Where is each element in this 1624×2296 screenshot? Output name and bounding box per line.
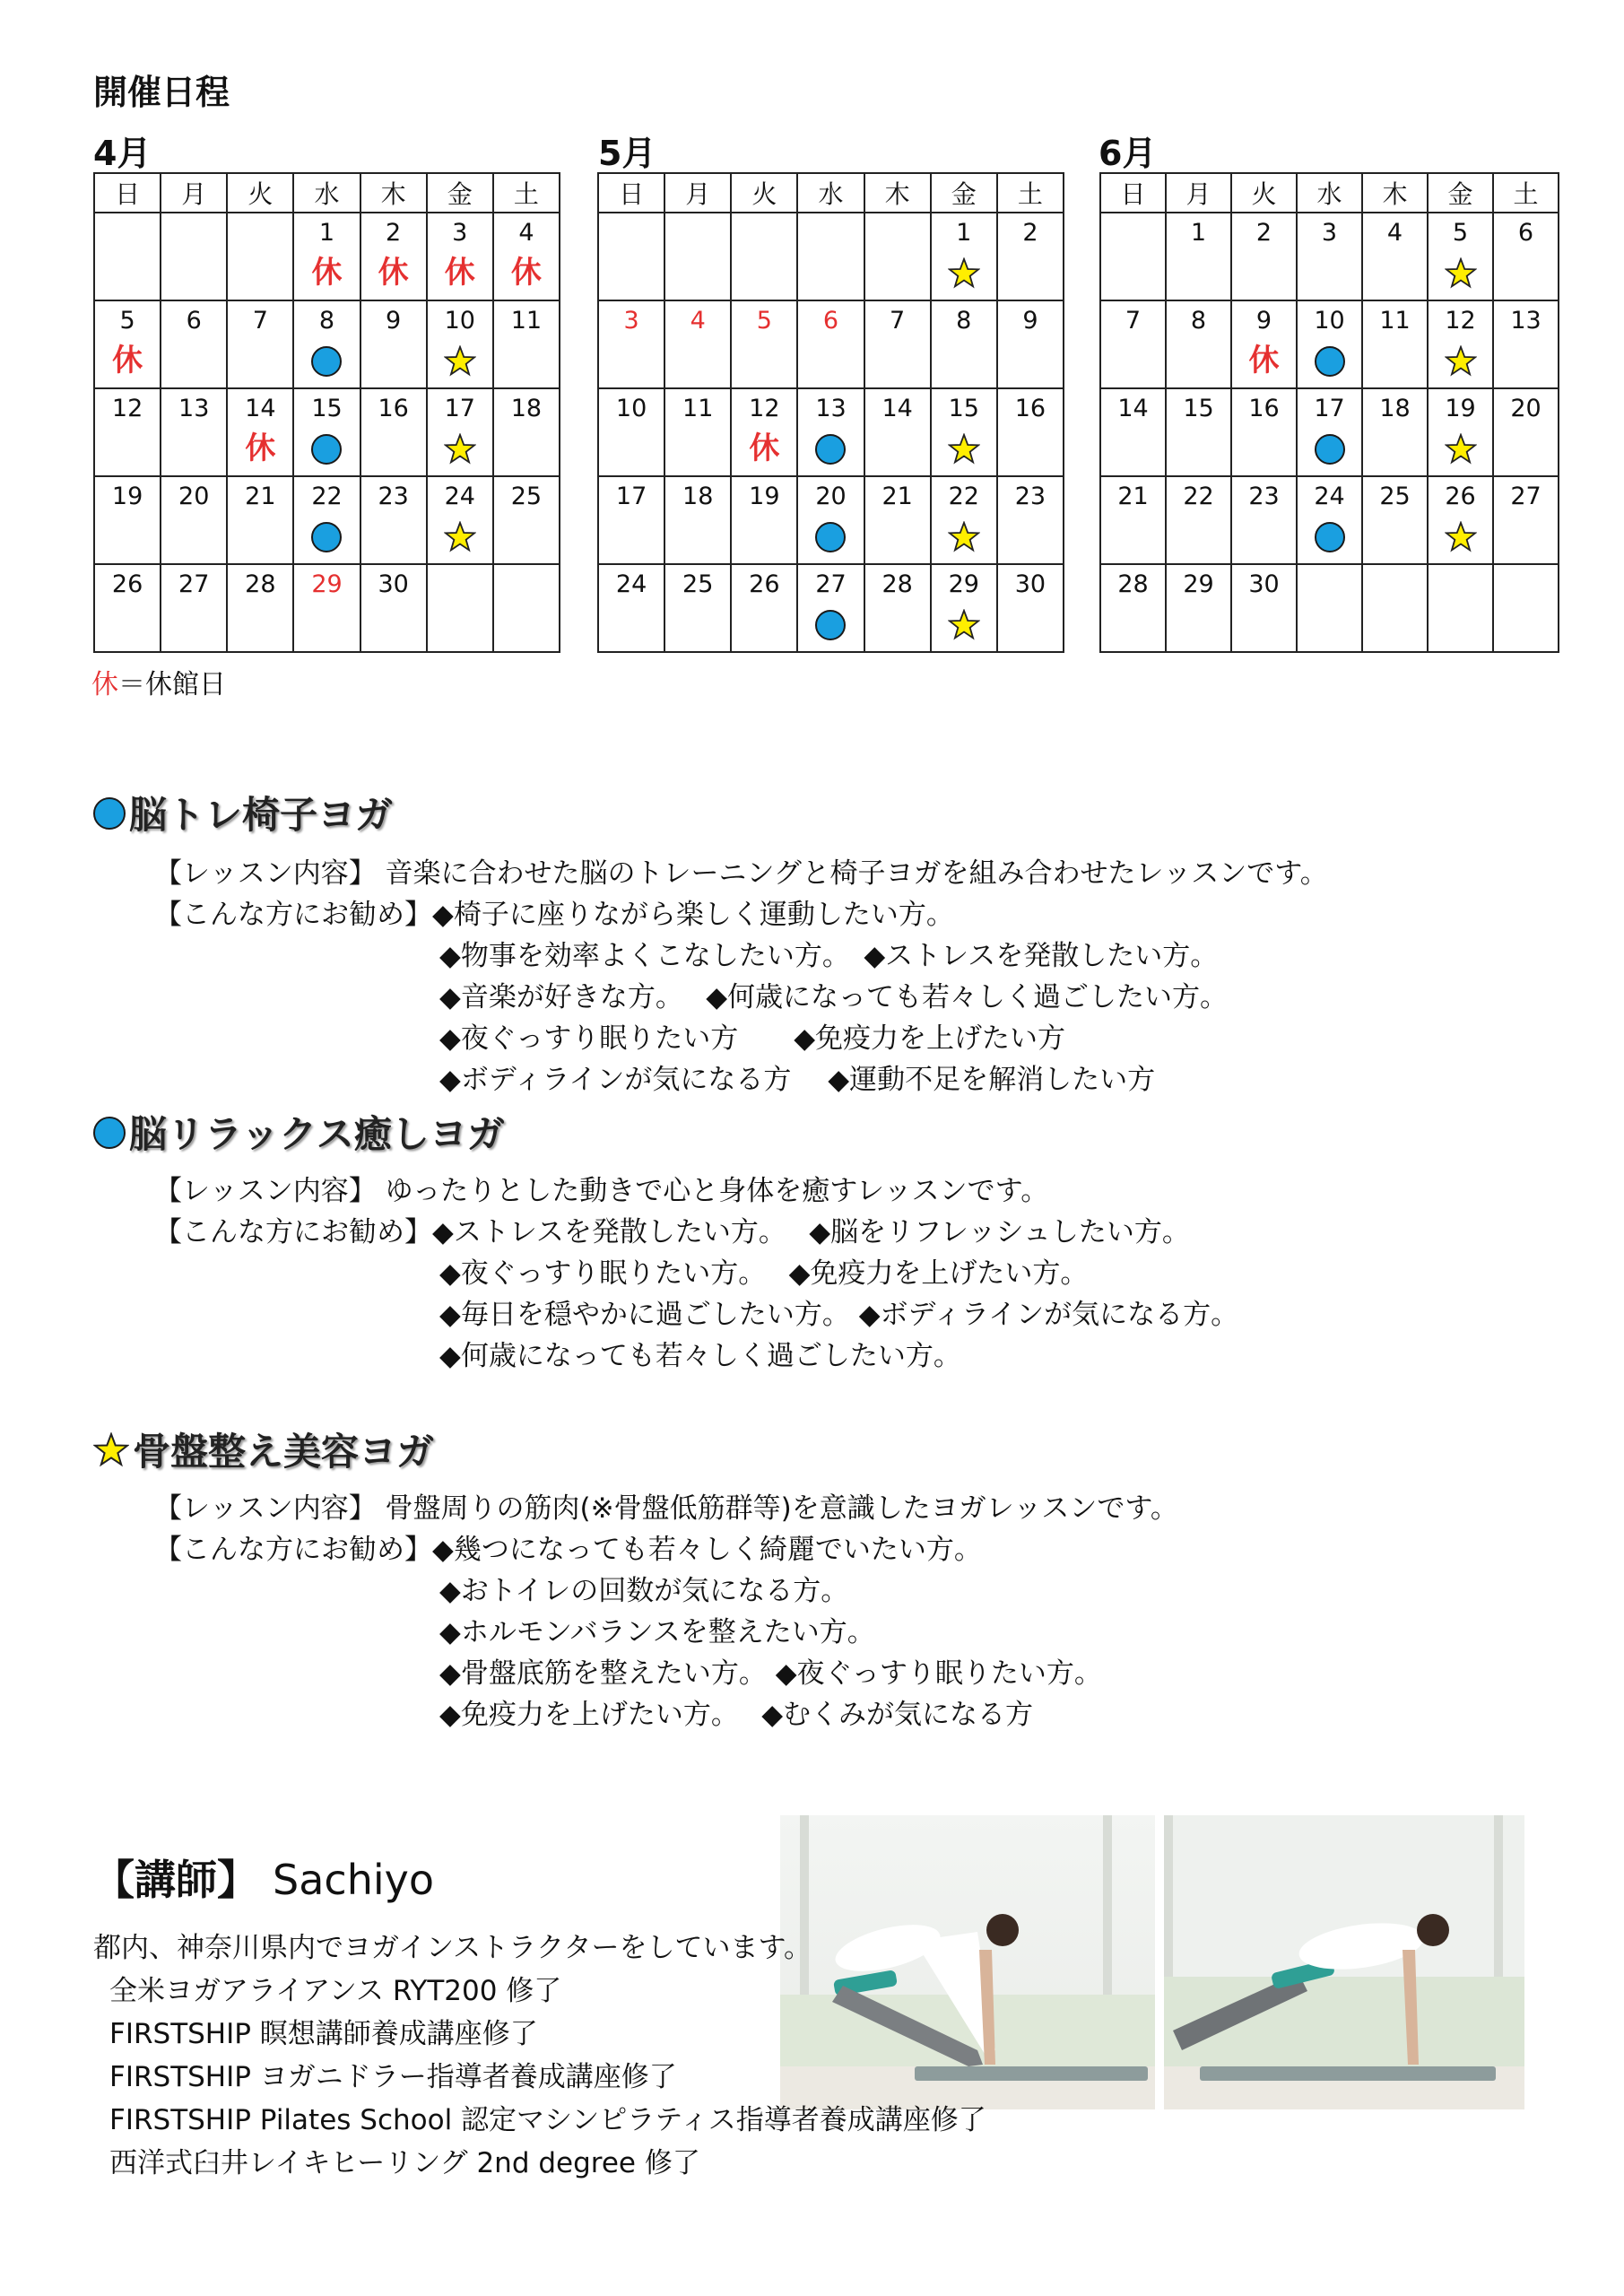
day-number: 6	[1517, 219, 1534, 247]
calendar-day	[161, 564, 227, 652]
calendar-day	[731, 300, 797, 388]
weekday-header: 水	[1297, 173, 1362, 213]
calendar-empty-cell	[664, 213, 731, 300]
recommend-line: ◆免疫力を上げたい方。 ◆むくみが気になる方	[439, 1699, 1034, 1731]
recommend-line: ◆ホルモンバランスを整えたい方。	[439, 1616, 875, 1648]
closed-day-mark: 休	[510, 255, 542, 291]
calendar-day	[1362, 388, 1428, 476]
day-number: 30	[1014, 570, 1046, 598]
weekday-header: 金	[427, 173, 493, 213]
day-number: 28	[881, 570, 913, 598]
lesson-content: 【レッスン内容】 ゆったりとした動きで心と身体を癒すレッスンです。	[154, 1175, 1049, 1207]
calendar-day	[360, 213, 427, 300]
weekday-header: 木	[360, 173, 427, 213]
calendar-day	[227, 388, 293, 476]
day-number: 11	[1379, 307, 1411, 335]
blue-circle-icon	[815, 522, 846, 552]
day-number: 23	[1248, 483, 1280, 510]
calendar-day	[1297, 388, 1362, 476]
lesson-title: 脳リラックス癒しヨガ	[129, 1112, 505, 1156]
calendar-legend	[91, 662, 226, 701]
calendar-day	[293, 564, 360, 652]
day-number: 30	[378, 570, 409, 598]
recommend-line: ◆毎日を穏やかに過ごしたい方。 ◆ボディラインが気になる方。	[439, 1299, 1239, 1331]
calendar-day	[161, 388, 227, 476]
day-number: 20	[1510, 395, 1541, 422]
blue-circle-icon	[311, 346, 342, 377]
day-number: 13	[1510, 307, 1541, 335]
month-label-june: 6月	[1099, 134, 1157, 173]
closed-day-mark: 休	[749, 430, 780, 466]
calendar-day	[1428, 213, 1493, 300]
weekday-header: 月	[1166, 173, 1231, 213]
star-icon	[1445, 521, 1477, 553]
calendar-day	[1100, 564, 1166, 652]
recommend-line: ◆夜ぐっすり眠りたい方 ◆免疫力を上げたい方	[439, 1022, 1066, 1055]
day-number: 23	[1014, 483, 1046, 510]
calendar-day	[997, 476, 1064, 564]
calendar-day	[493, 213, 560, 300]
calendar-day	[731, 388, 797, 476]
day-number: 10	[444, 307, 475, 335]
calendar-day	[427, 476, 493, 564]
day-number: 17	[444, 395, 475, 422]
day-number: 14	[881, 395, 913, 422]
calendar-day	[1166, 300, 1231, 388]
calendar-day	[997, 388, 1064, 476]
calendar-empty-cell	[864, 213, 931, 300]
star-icon	[948, 257, 980, 290]
legend-closed-mark: 休	[91, 669, 118, 700]
star-icon	[444, 433, 476, 465]
instructor-bio-line: 都内、神奈川県内でヨガインストラクターをしています。	[93, 1932, 812, 1964]
weekday-header: 日	[1100, 173, 1166, 213]
calendar-day	[1493, 388, 1559, 476]
blue-circle-icon	[1315, 522, 1345, 552]
calendar-day	[664, 388, 731, 476]
recommend-line: 【こんな方にお勧め】◆幾つになっても若々しく綺麗でいたい方。	[154, 1534, 982, 1566]
star-icon	[1445, 433, 1477, 465]
day-number: 20	[178, 483, 210, 510]
day-number: 19	[111, 483, 143, 510]
day-number: 8	[318, 307, 335, 335]
calendar-day	[1362, 213, 1428, 300]
calendar-empty-cell	[493, 564, 560, 652]
calendar-day	[931, 564, 997, 652]
day-number: 25	[1379, 483, 1411, 510]
calendar-day	[598, 564, 664, 652]
day-number: 28	[245, 570, 276, 598]
day-number: 5	[756, 307, 772, 335]
schedule-title: 開催日程	[93, 73, 230, 112]
calendar-day	[427, 213, 493, 300]
day-number: 15	[311, 395, 343, 422]
day-number: 10	[615, 395, 647, 422]
calendar-day	[797, 564, 864, 652]
day-number: 12	[1445, 307, 1476, 335]
calendar-day	[293, 388, 360, 476]
star-icon	[948, 433, 980, 465]
closed-day-mark: 休	[311, 255, 343, 291]
instructor-photo-2	[1164, 1815, 1524, 2109]
lesson-content: 【レッスン内容】 骨盤周りの筋肉(※骨盤低筋群等)を意識したヨガレッスンです。	[154, 1492, 1178, 1525]
day-number: 14	[1117, 395, 1149, 422]
calendar-day	[864, 300, 931, 388]
calendar-day	[1297, 476, 1362, 564]
calendar-day	[864, 564, 931, 652]
calendar-day	[1493, 300, 1559, 388]
calendar-day	[864, 476, 931, 564]
blue-circle-icon	[815, 434, 846, 465]
day-number: 29	[311, 570, 343, 598]
recommend-line: 【こんな方にお勧め】◆ストレスを発散したい方。 ◆脳をリフレッシュしたい方。	[154, 1216, 1190, 1248]
calendar-day	[598, 388, 664, 476]
day-number: 27	[1510, 483, 1541, 510]
calendar-day	[1166, 476, 1231, 564]
instructor-bio-line: FIRSTSHIP Pilates School 認定マシンピラティス指導者養成講座修了	[109, 2104, 986, 2136]
calendar-day	[1166, 388, 1231, 476]
calendar-day	[94, 300, 161, 388]
blue-circle-icon	[815, 610, 846, 640]
calendar-empty-cell	[731, 213, 797, 300]
day-number: 15	[948, 395, 979, 422]
legend-text: ＝休館日	[118, 669, 226, 700]
day-number: 29	[1183, 570, 1214, 598]
day-number: 9	[1022, 307, 1038, 335]
day-number: 12	[749, 395, 780, 422]
weekday-header: 金	[1428, 173, 1493, 213]
calendar-day	[1100, 388, 1166, 476]
weekday-header: 日	[598, 173, 664, 213]
day-number: 7	[252, 307, 268, 335]
calendar-day	[1493, 213, 1559, 300]
instructor-bio-line: FIRSTSHIP ヨガニドラー指導者養成講座修了	[109, 2061, 677, 2093]
recommend-line: 【こんな方にお勧め】◆椅子に座りながら楽しく運動したい方。	[154, 899, 954, 931]
day-number: 17	[1314, 395, 1345, 422]
weekday-header: 金	[931, 173, 997, 213]
instructor-bio-line: 西洋式臼井レイキヒーリング 2nd degree 修了	[109, 2147, 700, 2179]
day-number: 26	[749, 570, 780, 598]
closed-day-mark: 休	[1248, 343, 1280, 378]
lesson-heading-brain-chair-yoga	[93, 786, 393, 839]
calendar-empty-cell	[1493, 564, 1559, 652]
calendar-empty-cell	[227, 213, 293, 300]
calendar-day	[360, 564, 427, 652]
day-number: 21	[881, 483, 913, 510]
day-number: 17	[615, 483, 647, 510]
calendar-day	[427, 388, 493, 476]
day-number: 13	[815, 395, 847, 422]
day-number: 5	[119, 307, 135, 335]
calendar-day	[1428, 300, 1493, 388]
day-number: 2	[1255, 219, 1272, 247]
calendar-day	[1231, 300, 1297, 388]
lesson-heading-pelvis-beauty-yoga	[93, 1422, 434, 1476]
calendar-day	[1100, 476, 1166, 564]
weekday-header: 水	[293, 173, 360, 213]
calendar-day	[664, 476, 731, 564]
day-number: 4	[518, 219, 534, 247]
recommend-line: ◆おトイレの回数が気になる方。	[439, 1575, 849, 1607]
calendar-day	[227, 476, 293, 564]
day-number: 7	[890, 307, 906, 335]
day-number: 15	[1183, 395, 1214, 422]
calendar-day	[1297, 300, 1362, 388]
day-number: 8	[1190, 307, 1207, 335]
calendar-day	[1166, 213, 1231, 300]
day-number: 11	[510, 307, 543, 335]
day-number: 16	[378, 395, 409, 422]
lesson-heading-brain-relax-yoga	[93, 1105, 505, 1159]
day-number: 1	[1190, 219, 1207, 247]
calendar-day	[493, 476, 560, 564]
day-number: 23	[378, 483, 409, 510]
star-icon	[948, 609, 980, 641]
instructor-bio-line: 全米ヨガアライアンス RYT200 修了	[109, 1975, 562, 2007]
calendar-day	[797, 476, 864, 564]
calendar-day	[931, 388, 997, 476]
day-number: 25	[510, 483, 543, 510]
day-number: 26	[111, 570, 143, 598]
weekday-header: 水	[797, 173, 864, 213]
calendar-day	[598, 476, 664, 564]
day-number: 20	[815, 483, 847, 510]
calendar-day	[864, 388, 931, 476]
day-number: 2	[1022, 219, 1038, 247]
calendar-day	[360, 388, 427, 476]
day-number: 26	[1445, 483, 1476, 510]
calendar-day	[161, 476, 227, 564]
weekday-header: 火	[1231, 173, 1297, 213]
recommend-line: ◆音楽が好きな方。 ◆何歳になっても若々しく過ごしたい方。	[439, 981, 1229, 1013]
calendar-june	[1099, 172, 1559, 653]
instructor-heading-label: 【講師】	[93, 1856, 258, 1904]
calendar-empty-cell	[598, 213, 664, 300]
calendar-day	[1493, 476, 1559, 564]
weekday-header: 土	[1493, 173, 1559, 213]
day-number: 21	[245, 483, 276, 510]
calendar-day	[227, 564, 293, 652]
calendar-day	[931, 213, 997, 300]
day-number: 22	[1183, 483, 1214, 510]
month-label-may: 5月	[598, 134, 656, 173]
calendar-may	[597, 172, 1064, 653]
day-number: 3	[452, 219, 468, 247]
calendar-day	[94, 388, 161, 476]
lesson-title: 骨盤整え美容ヨガ	[133, 1430, 435, 1474]
day-number: 10	[1314, 307, 1345, 335]
day-number: 6	[186, 307, 202, 335]
calendar-day	[1362, 476, 1428, 564]
day-number: 29	[948, 570, 979, 598]
blue-circle-icon	[93, 1117, 126, 1149]
day-number: 9	[386, 307, 402, 335]
calendar-day	[293, 300, 360, 388]
weekday-header: 木	[864, 173, 931, 213]
day-number: 24	[444, 483, 475, 510]
calendar-day	[1428, 388, 1493, 476]
recommend-line: ◆夜ぐっすり眠りたい方。 ◆免疫力を上げたい方。	[439, 1257, 1089, 1290]
closed-day-mark: 休	[444, 255, 475, 291]
closed-day-mark: 休	[378, 255, 409, 291]
calendar-day	[1231, 213, 1297, 300]
closed-day-mark: 休	[112, 343, 143, 378]
day-number: 18	[682, 483, 714, 510]
calendar-day	[227, 300, 293, 388]
calendar-day	[997, 300, 1064, 388]
calendar-april	[93, 172, 560, 653]
day-number: 16	[1248, 395, 1280, 422]
day-number: 21	[1117, 483, 1149, 510]
day-number: 9	[1255, 307, 1272, 335]
day-number: 24	[615, 570, 647, 598]
lesson-title: 脳トレ椅子ヨガ	[129, 793, 394, 837]
calendar-day	[997, 213, 1064, 300]
recommend-line: ◆物事を効率よくこなしたい方。 ◆ストレスを発散したい方。	[439, 940, 1219, 972]
blue-circle-icon	[1315, 434, 1345, 465]
calendar-day	[598, 300, 664, 388]
instructor-bio-line: FIRSTSHIP 瞑想講師養成講座修了	[109, 2018, 538, 2050]
day-number: 25	[682, 570, 714, 598]
instructor-photo-1	[780, 1815, 1155, 2109]
weekday-header: 土	[493, 173, 560, 213]
weekday-header: 火	[731, 173, 797, 213]
day-number: 3	[1321, 219, 1338, 247]
weekday-header: 火	[227, 173, 293, 213]
blue-circle-icon	[311, 434, 342, 465]
blue-circle-icon	[311, 522, 342, 552]
calendar-day	[931, 476, 997, 564]
star-icon	[444, 521, 476, 553]
calendar-day	[797, 300, 864, 388]
calendar-day	[731, 476, 797, 564]
star-icon	[1445, 257, 1477, 290]
day-number: 6	[822, 307, 839, 335]
day-number: 4	[690, 307, 706, 335]
calendar-day	[360, 476, 427, 564]
lesson-content: 【レッスン内容】 音楽に合わせた脳のトレーニングと椅子ヨガを組み合わせたレッスンです。	[154, 857, 1328, 890]
calendar-day	[1166, 564, 1231, 652]
calendar-day	[1297, 213, 1362, 300]
calendar-empty-cell	[797, 213, 864, 300]
calendar-empty-cell	[1297, 564, 1362, 652]
calendar-empty-cell	[1100, 213, 1166, 300]
calendar-day	[94, 564, 161, 652]
day-number: 19	[1445, 395, 1476, 422]
recommend-line: ◆骨盤底筋を整えたい方。 ◆夜ぐっすり眠りたい方。	[439, 1657, 1102, 1690]
weekday-header: 土	[997, 173, 1064, 213]
day-number: 28	[1117, 570, 1149, 598]
calendar-day	[731, 564, 797, 652]
calendar-day	[997, 564, 1064, 652]
calendar-empty-cell	[1362, 564, 1428, 652]
day-number: 19	[749, 483, 780, 510]
weekday-header: 月	[161, 173, 227, 213]
star-icon	[444, 345, 476, 378]
day-number: 18	[510, 395, 543, 422]
calendar-day	[1231, 564, 1297, 652]
calendar-day	[293, 213, 360, 300]
blue-circle-icon	[1315, 346, 1345, 377]
calendar-day	[664, 300, 731, 388]
recommend-line: ◆ボディラインが気になる方 ◆運動不足を解消したい方	[439, 1064, 1156, 1096]
instructor-heading	[93, 1848, 434, 1907]
weekday-header: 木	[1362, 173, 1428, 213]
calendar-day	[1428, 476, 1493, 564]
calendar-empty-cell	[94, 213, 161, 300]
calendar-empty-cell	[427, 564, 493, 652]
day-number: 22	[948, 483, 979, 510]
day-number: 3	[623, 307, 639, 335]
day-number: 8	[956, 307, 972, 335]
day-number: 4	[1386, 219, 1403, 247]
star-icon	[948, 521, 980, 553]
calendar-day	[1100, 300, 1166, 388]
month-label-april: 4月	[93, 134, 152, 173]
day-number: 13	[178, 395, 210, 422]
day-number: 22	[311, 483, 343, 510]
instructor-name: Sachiyo	[273, 1856, 434, 1904]
day-number: 27	[178, 570, 210, 598]
day-number: 12	[111, 395, 143, 422]
day-number: 18	[1379, 395, 1411, 422]
calendar-day	[1362, 300, 1428, 388]
calendar-empty-cell	[161, 213, 227, 300]
calendar-day	[360, 300, 427, 388]
day-number: 7	[1125, 307, 1142, 335]
day-number: 30	[1248, 570, 1280, 598]
day-number: 14	[245, 395, 276, 422]
calendar-day	[94, 476, 161, 564]
calendar-day	[664, 564, 731, 652]
weekday-header: 月	[664, 173, 731, 213]
calendar-day	[931, 300, 997, 388]
star-icon	[1445, 345, 1477, 378]
calendar-day	[293, 476, 360, 564]
day-number: 2	[386, 219, 402, 247]
calendar-day	[161, 300, 227, 388]
recommend-line: ◆何歳になっても若々しく過ごしたい方。	[439, 1340, 961, 1372]
day-number: 5	[1452, 219, 1469, 247]
calendar-day	[1231, 388, 1297, 476]
day-number: 16	[1014, 395, 1046, 422]
closed-day-mark: 休	[245, 430, 276, 466]
day-number: 24	[1314, 483, 1345, 510]
day-number: 27	[815, 570, 847, 598]
star-icon	[93, 1432, 129, 1468]
calendar-day	[797, 388, 864, 476]
calendar-day	[493, 388, 560, 476]
blue-circle-icon	[93, 797, 126, 830]
calendar-day	[493, 300, 560, 388]
weekday-header: 日	[94, 173, 161, 213]
day-number: 1	[318, 219, 335, 247]
day-number: 11	[682, 395, 714, 422]
calendar-day	[427, 300, 493, 388]
calendar-empty-cell	[1428, 564, 1493, 652]
calendar-day	[1231, 476, 1297, 564]
day-number: 1	[956, 219, 972, 247]
